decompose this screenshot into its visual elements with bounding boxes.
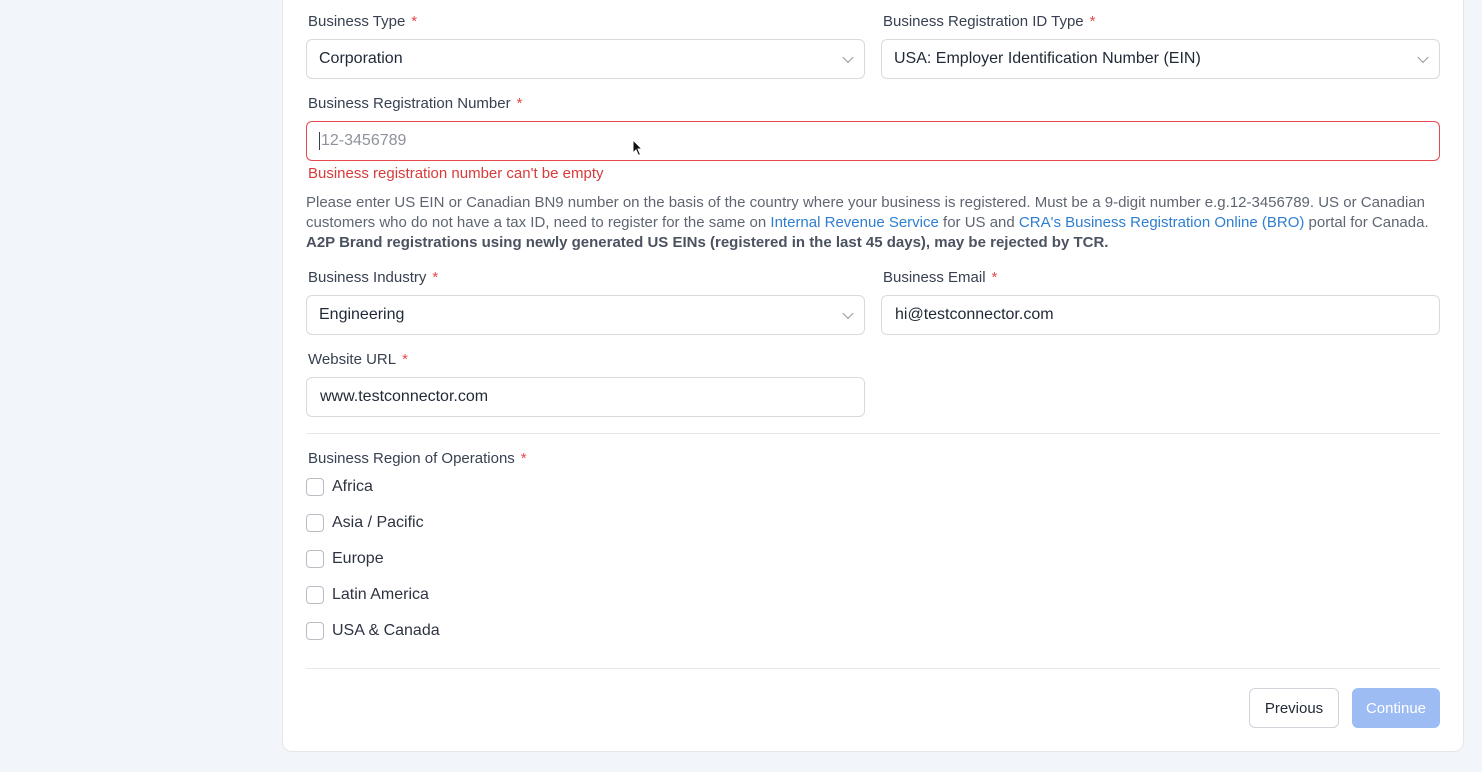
region-option-africa[interactable]: Africa — [306, 478, 373, 496]
continue-button[interactable]: Continue — [1352, 688, 1440, 728]
form-card — [282, 0, 1464, 752]
mouse-cursor-icon — [632, 139, 644, 157]
region-checkbox[interactable] — [306, 514, 324, 532]
business-type-select[interactable] — [306, 39, 865, 79]
chevron-down-icon — [842, 52, 853, 63]
registration-number-input[interactable] — [306, 121, 1440, 161]
business-email-input[interactable] — [881, 295, 1440, 335]
registration-help-text: Please enter US EIN or Canadian BN9 number on the basis of the country where your business is registered. Must be a 9-digit number e.g.12-3456789. US or Canadian customers who do not have a tax ID, need to register for the same on Internal Revenue Service for US and CRA's Business Registration Online (BRO) portal for Canada. A2P Brand registrations using newly generated US EINs (registered in the last 45 days), may be rejected by TCR. — [306, 194, 1429, 251]
business-email-value: hi@testconnector.com — [895, 306, 1054, 323]
registration-id-type-select[interactable] — [881, 39, 1440, 79]
chevron-down-icon — [1417, 52, 1428, 63]
region-checkbox[interactable] — [306, 478, 324, 496]
business-industry-value: Engineering — [319, 306, 405, 323]
region-checkbox[interactable] — [306, 550, 324, 568]
cra-bro-link[interactable]: CRA's Business Registration Online (BRO) — [1018, 214, 1305, 231]
website-url-label: Website URL * — [308, 351, 408, 368]
registration-number-error: Business registration number can't be empty — [308, 165, 604, 182]
business-industry-select[interactable] — [306, 295, 865, 335]
section-divider — [306, 433, 1440, 434]
regions-label: Business Region of Operations * — [308, 450, 527, 467]
previous-button[interactable]: Previous — [1249, 688, 1339, 728]
tcr-warning: A2P Brand registrations using newly generated US EINs (registered in the last 45 days), may be rejected by TCR. — [306, 234, 1109, 251]
region-checkbox[interactable] — [306, 586, 324, 604]
business-type-value: Corporation — [319, 50, 403, 67]
region-option-europe[interactable]: Europe — [306, 550, 384, 568]
registration-number-label: Business Registration Number * — [308, 95, 523, 112]
business-email-label: Business Email * — [883, 269, 998, 286]
irs-link[interactable]: Internal Revenue Service — [770, 214, 939, 231]
website-url-value: www.testconnector.com — [320, 388, 489, 405]
region-option-asia-pacific[interactable]: Asia / Pacific — [306, 514, 424, 532]
text-caret — [319, 132, 320, 150]
registration-id-type-label: Business Registration ID Type * — [883, 13, 1096, 30]
region-checkbox[interactable] — [306, 622, 324, 640]
region-option-usa-canada[interactable]: USA & Canada — [306, 622, 440, 640]
registration-number-placeholder: 12-3456789 — [321, 132, 407, 149]
business-industry-label: Business Industry * — [308, 269, 439, 286]
footer-divider — [306, 668, 1440, 669]
region-option-latin-america[interactable]: Latin America — [306, 586, 429, 604]
registration-id-type-value: USA: Employer Identification Number (EIN) — [894, 50, 1201, 67]
business-type-label: Business Type * — [308, 13, 418, 30]
website-url-input[interactable] — [306, 377, 865, 417]
chevron-down-icon — [842, 308, 853, 319]
